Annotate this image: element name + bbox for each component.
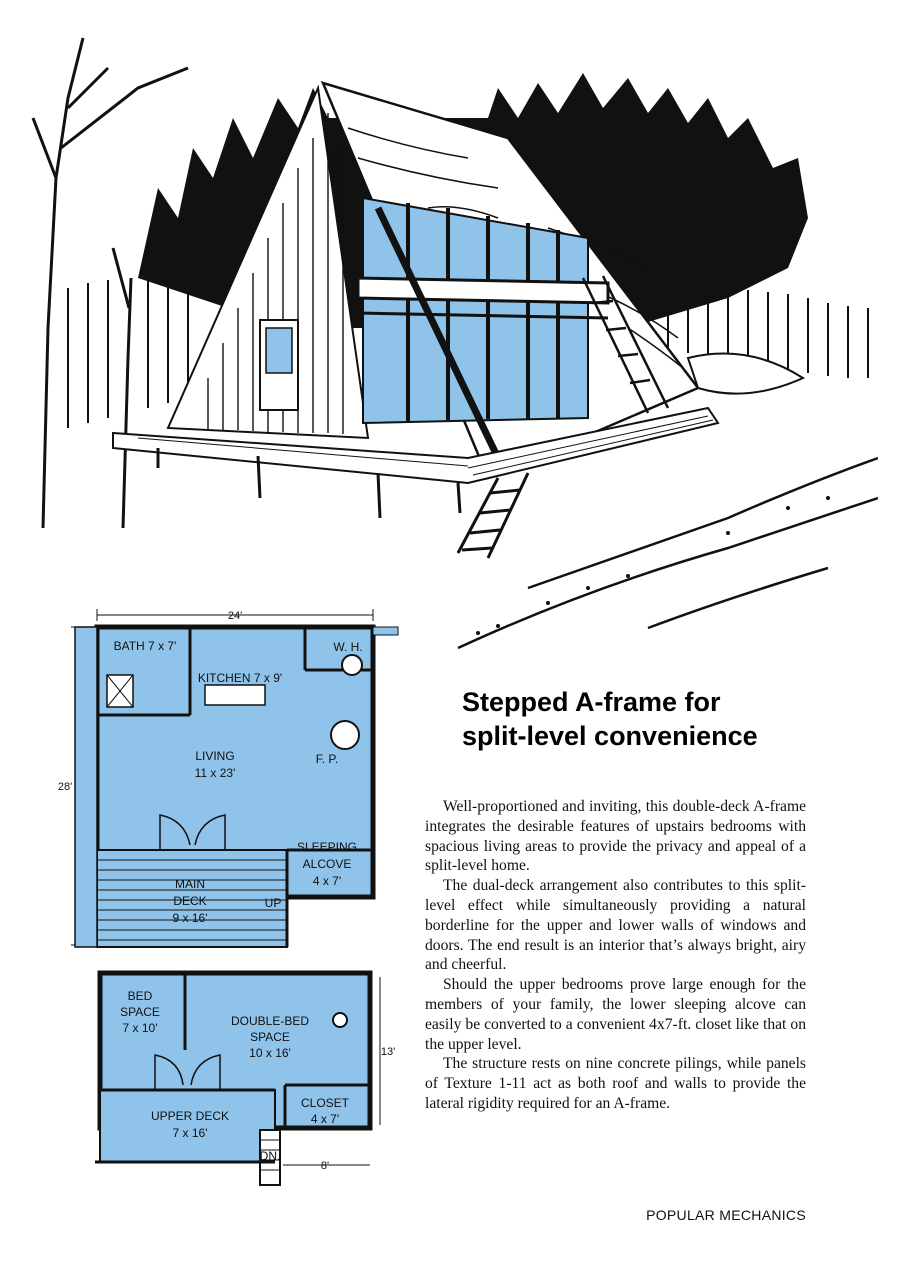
bed-space-size: 7 x 10' — [122, 1021, 158, 1035]
double-bed-size: 10 x 16' — [249, 1046, 291, 1060]
water-heater-label: W. H. — [333, 640, 363, 654]
paragraph-1: Well-proportioned and inviting, this double-deck A-frame integrates the desirable features of upstairs bedrooms with spacious living areas to provide the privacy and appeal of a split-level home. — [425, 798, 806, 875]
sleeping-label: SLEEPING — [296, 840, 358, 854]
stair-up-label: UP — [264, 896, 282, 910]
lower-width-dimension: 24' — [227, 610, 243, 622]
headline-line-2: split-level convenience — [462, 721, 758, 751]
paragraph-3: Should the upper bedrooms prove large enough for the members of your family, the lower sleeping alcove can easily be converted to a convenient 4x7-ft. closet like that on the upper level. — [425, 976, 806, 1053]
double-bed-label-2: SPACE — [250, 1030, 290, 1044]
living-size: 11 x 23' — [194, 766, 236, 780]
front-stairs — [458, 473, 528, 558]
main-deck-label-2: DECK — [173, 894, 207, 908]
bed-space-label: BED — [127, 989, 153, 1003]
article-headline — [462, 685, 842, 753]
lower-floor-plan — [58, 609, 398, 947]
lower-depth-dimension: 28' — [57, 781, 73, 793]
double-bed-label: DOUBLE-BED — [230, 1014, 310, 1028]
publication-footer: POPULAR MECHANICS — [646, 1207, 806, 1223]
alcove-size: 4 x 7' — [312, 874, 342, 888]
pebbles — [476, 496, 830, 635]
upper-deck-label: UPPER DECK — [150, 1109, 230, 1123]
fireplace-label: F. P. — [315, 752, 339, 766]
closet-label: CLOSET — [300, 1096, 350, 1110]
window-wall — [363, 198, 588, 423]
bed-space-label-2: SPACE — [120, 1005, 160, 1019]
kitchen-label: KITCHEN 7 x 9' — [197, 671, 283, 685]
headline-line-1: Stepped A-frame for — [462, 687, 721, 717]
canoe — [688, 354, 803, 394]
paragraph-2: The dual-deck arrangement also contributes to this split-level effect while simultaneously providing a natural borderline for the upper and lower walls of windows and doors. The end result is an interior that’s always bright, airy and cheerful. — [425, 877, 806, 974]
bath-label: BATH 7 x 7' — [113, 639, 177, 653]
floor-plans — [55, 605, 405, 1205]
stair-down-label: DN. — [259, 1149, 281, 1163]
paragraph-4: The structure rests on nine concrete pilings, while panels of Texture 1-11 act as both roof and walls to provide the lateral rigidity required for an A-frame. — [425, 1055, 806, 1112]
upper-floor-plan — [95, 973, 395, 1185]
alcove-label: ALCOVE — [302, 857, 352, 871]
fireplace — [331, 721, 359, 749]
main-deck-size: 9 x 16' — [172, 911, 208, 925]
closet-size: 4 x 7' — [310, 1112, 340, 1126]
upper-depth-dimension: 13' — [380, 1046, 396, 1058]
a-frame-cabin-illustration — [28, 28, 878, 678]
article-body — [425, 797, 806, 1114]
upper-deck-size: 7 x 16' — [172, 1126, 208, 1140]
upper-deck-dimension: 8' — [320, 1160, 330, 1172]
living-label: LIVING — [195, 749, 235, 763]
main-deck-label: MAIN — [175, 877, 205, 891]
